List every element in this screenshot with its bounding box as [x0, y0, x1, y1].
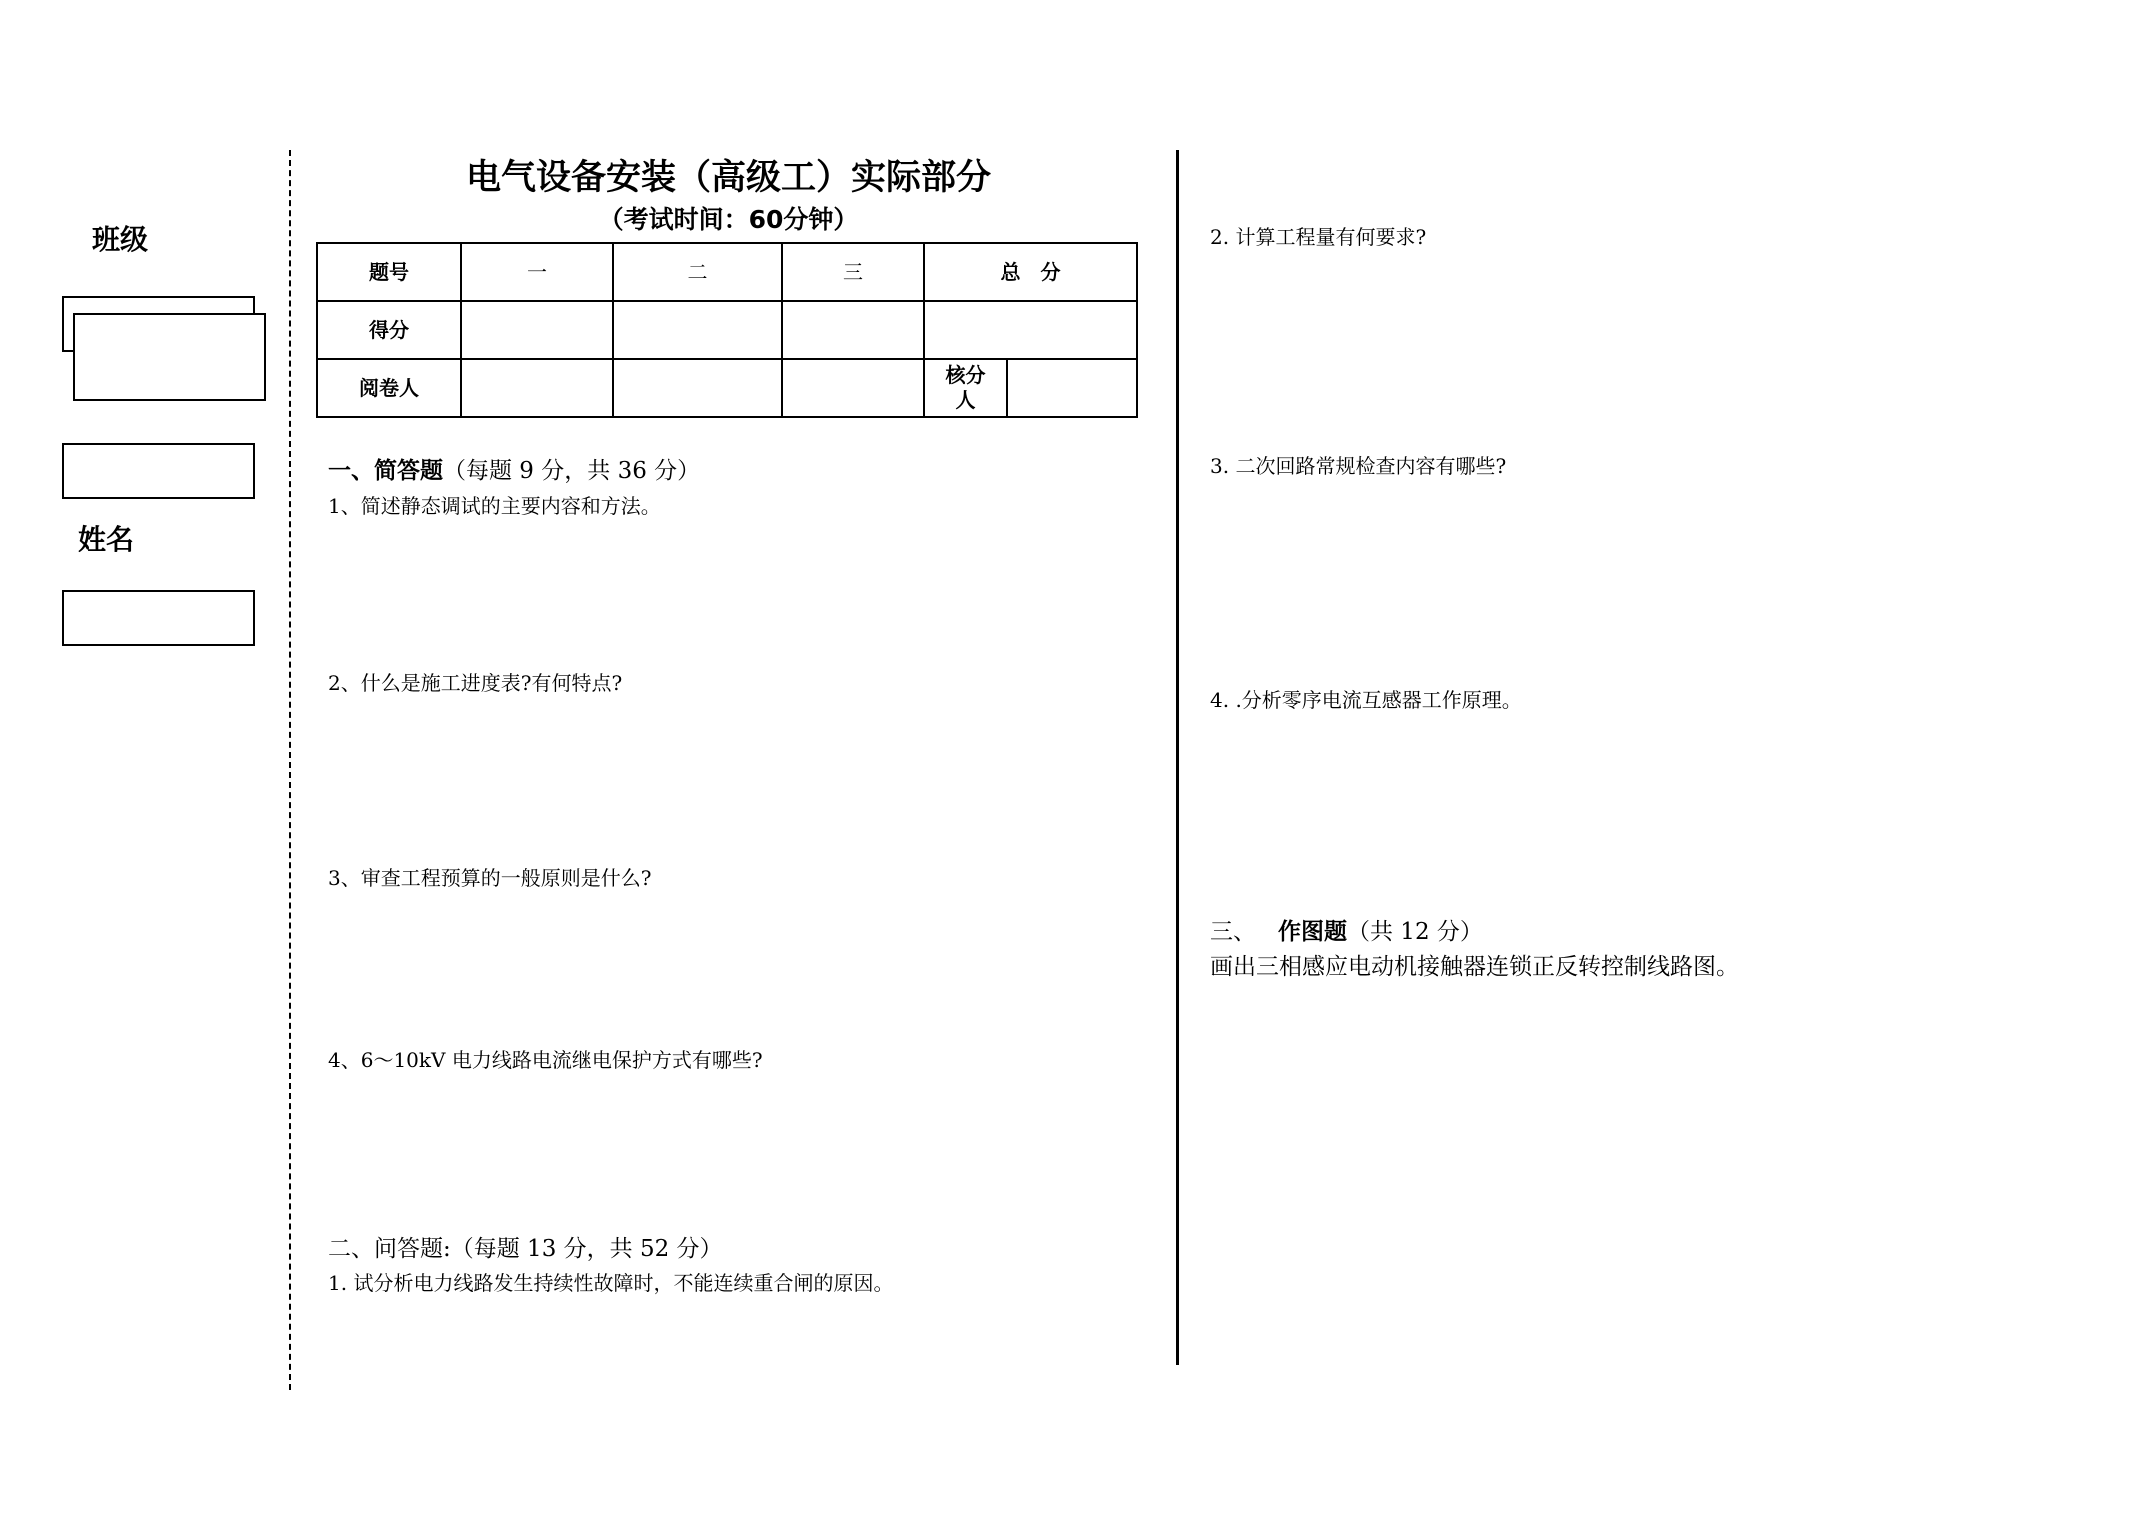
- column-divider: [1176, 150, 1179, 1365]
- score-row-label: 得分: [317, 301, 461, 359]
- score-cell[interactable]: [461, 301, 613, 359]
- grader-cell[interactable]: [613, 359, 782, 417]
- grader-row-label: 阅卷人: [317, 359, 461, 417]
- grader-cell[interactable]: [782, 359, 924, 417]
- name-label: 姓名: [78, 523, 135, 556]
- score-cell[interactable]: [924, 301, 1137, 359]
- question-3-1: 画出三相感应电动机接触器连锁正反转控制线路图。: [1210, 954, 1739, 980]
- score-cell[interactable]: [613, 301, 782, 359]
- section3-heading: [1210, 913, 1483, 946]
- checker-label: [924, 359, 1007, 417]
- exam-title: 电气设备安装（高级工）实际部分: [465, 158, 991, 198]
- question-2-4: 4. .分析零序电流互感器工作原理。: [1210, 688, 1522, 712]
- header-cell-2: 二: [613, 243, 782, 301]
- section3-title: 作图题: [1278, 919, 1347, 945]
- id-field-overlay[interactable]: [73, 313, 266, 401]
- section1-title: 一、简答题: [328, 458, 443, 484]
- question-2-1: 1. 试分析电力线路发生持续性故障时，不能连续重合闸的原因。: [328, 1271, 894, 1295]
- question-1-4: 4、6～10kV 电力线路电流继电保护方式有哪些?: [328, 1048, 763, 1072]
- section1-note: （每题 9 分，共 36 分）: [443, 458, 701, 484]
- header-cell-3: 三: [782, 243, 924, 301]
- checker-cell[interactable]: [1007, 359, 1137, 417]
- table-row: [317, 243, 1137, 301]
- table-row: [317, 359, 1137, 417]
- question-1-1: 1、简述静态调试的主要内容和方法。: [328, 494, 661, 518]
- section1-heading: [328, 452, 700, 485]
- section3-note: （共 12 分）: [1347, 919, 1483, 945]
- table-row: [317, 301, 1137, 359]
- class-label: 班级: [92, 223, 149, 256]
- section2-heading: 二、问答题:（每题 13 分，共 52 分）: [328, 1236, 723, 1262]
- question-2-2: 2. 计算工程量有何要求?: [1210, 225, 1427, 249]
- exam-subtitle: （考试时间：60分钟）: [598, 205, 859, 234]
- question-1-2: 2、什么是施工进度表?有何特点?: [328, 671, 623, 695]
- header-cell-number: 题号: [317, 243, 461, 301]
- checker-label-text: 核分人: [945, 363, 986, 412]
- question-2-3: 3. 二次回路常规检查内容有哪些?: [1210, 454, 1507, 478]
- section3-number: 三、: [1210, 919, 1256, 945]
- score-table: [316, 242, 1138, 418]
- question-1-3: 3、审查工程预算的一般原则是什么?: [328, 866, 652, 890]
- score-cell[interactable]: [782, 301, 924, 359]
- binding-dash-line: [289, 150, 291, 1390]
- header-cell-1: 一: [461, 243, 613, 301]
- name-field[interactable]: [62, 590, 255, 646]
- grader-cell[interactable]: [461, 359, 613, 417]
- number-field[interactable]: [62, 443, 255, 499]
- header-cell-total: 总 分: [924, 243, 1137, 301]
